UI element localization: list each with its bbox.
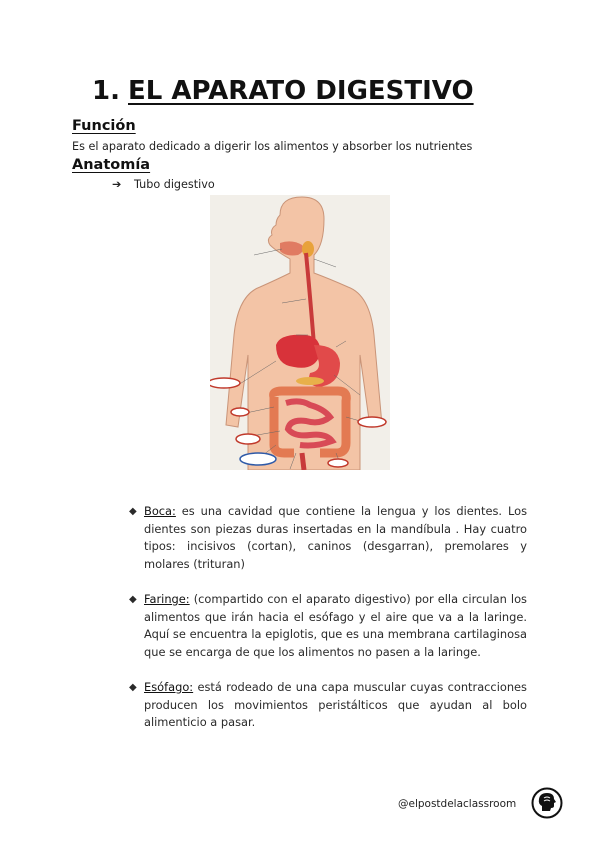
diamond-bullet-icon: ◆ <box>129 682 137 693</box>
diamond-bullet-icon: ◆ <box>129 506 137 517</box>
list-item-faringe <box>129 591 527 661</box>
title-text: EL APARATO DIGESTIVO <box>128 76 474 106</box>
bullet-text <box>144 679 527 732</box>
digestive-system-illustration <box>210 195 390 470</box>
diamond-bullet-icon: ◆ <box>129 594 137 605</box>
funcion-heading: Función <box>72 118 136 134</box>
page-title <box>92 76 572 106</box>
body-silhouette <box>226 197 382 470</box>
list-item-esofago <box>129 679 527 732</box>
funcion-text: Es el aparato dedicado a digerir los alimentos y absorber los nutrientes <box>72 140 473 153</box>
arrow-icon: ➔ <box>112 178 122 191</box>
bullet-description: está rodeado de una capa muscular cuyas contracciones producen los movimientos peristálticos que ayudan al bolo alimenticio a pasar. <box>144 680 527 729</box>
list-item-label: Tubo digestivo <box>134 178 215 191</box>
list-item-boca <box>129 503 527 573</box>
list-item-tubo-digestivo <box>112 178 215 191</box>
bullet-term: Faringe: <box>144 592 190 606</box>
digestive-diagram-svg <box>210 195 390 470</box>
anatomia-heading: Anatomía <box>72 157 151 173</box>
bullet-text <box>144 503 527 573</box>
bullet-term: Esófago: <box>144 680 194 694</box>
bullet-text <box>144 591 527 661</box>
bullet-description: (compartido con el aparato digestivo) por ella circulan los alimentos que irán hacia el esófago y el aire que va a la laringe. Aquí se encuentra la epiglotis, que es una membrana cartilaginosa que se encarga de que los alimentos no pasen a la laringe. <box>144 592 527 659</box>
rectum-shape <box>302 453 304 470</box>
bullet-description: es una cavidad que contiene la lengua y los dientes. Los dientes son piezas duras insertadas en la mandíbula . Hay cuatro tipos: incisivos (cortan), caninos (desgarran), premolares y molares (trituran) <box>144 504 527 571</box>
bullet-term: Boca: <box>144 504 176 518</box>
footer-handle: @elpostdelaclassroom <box>398 798 517 810</box>
pancreas-shape <box>296 377 324 385</box>
title-number: 1. <box>92 76 120 106</box>
head-profile-logo-icon <box>531 787 563 819</box>
